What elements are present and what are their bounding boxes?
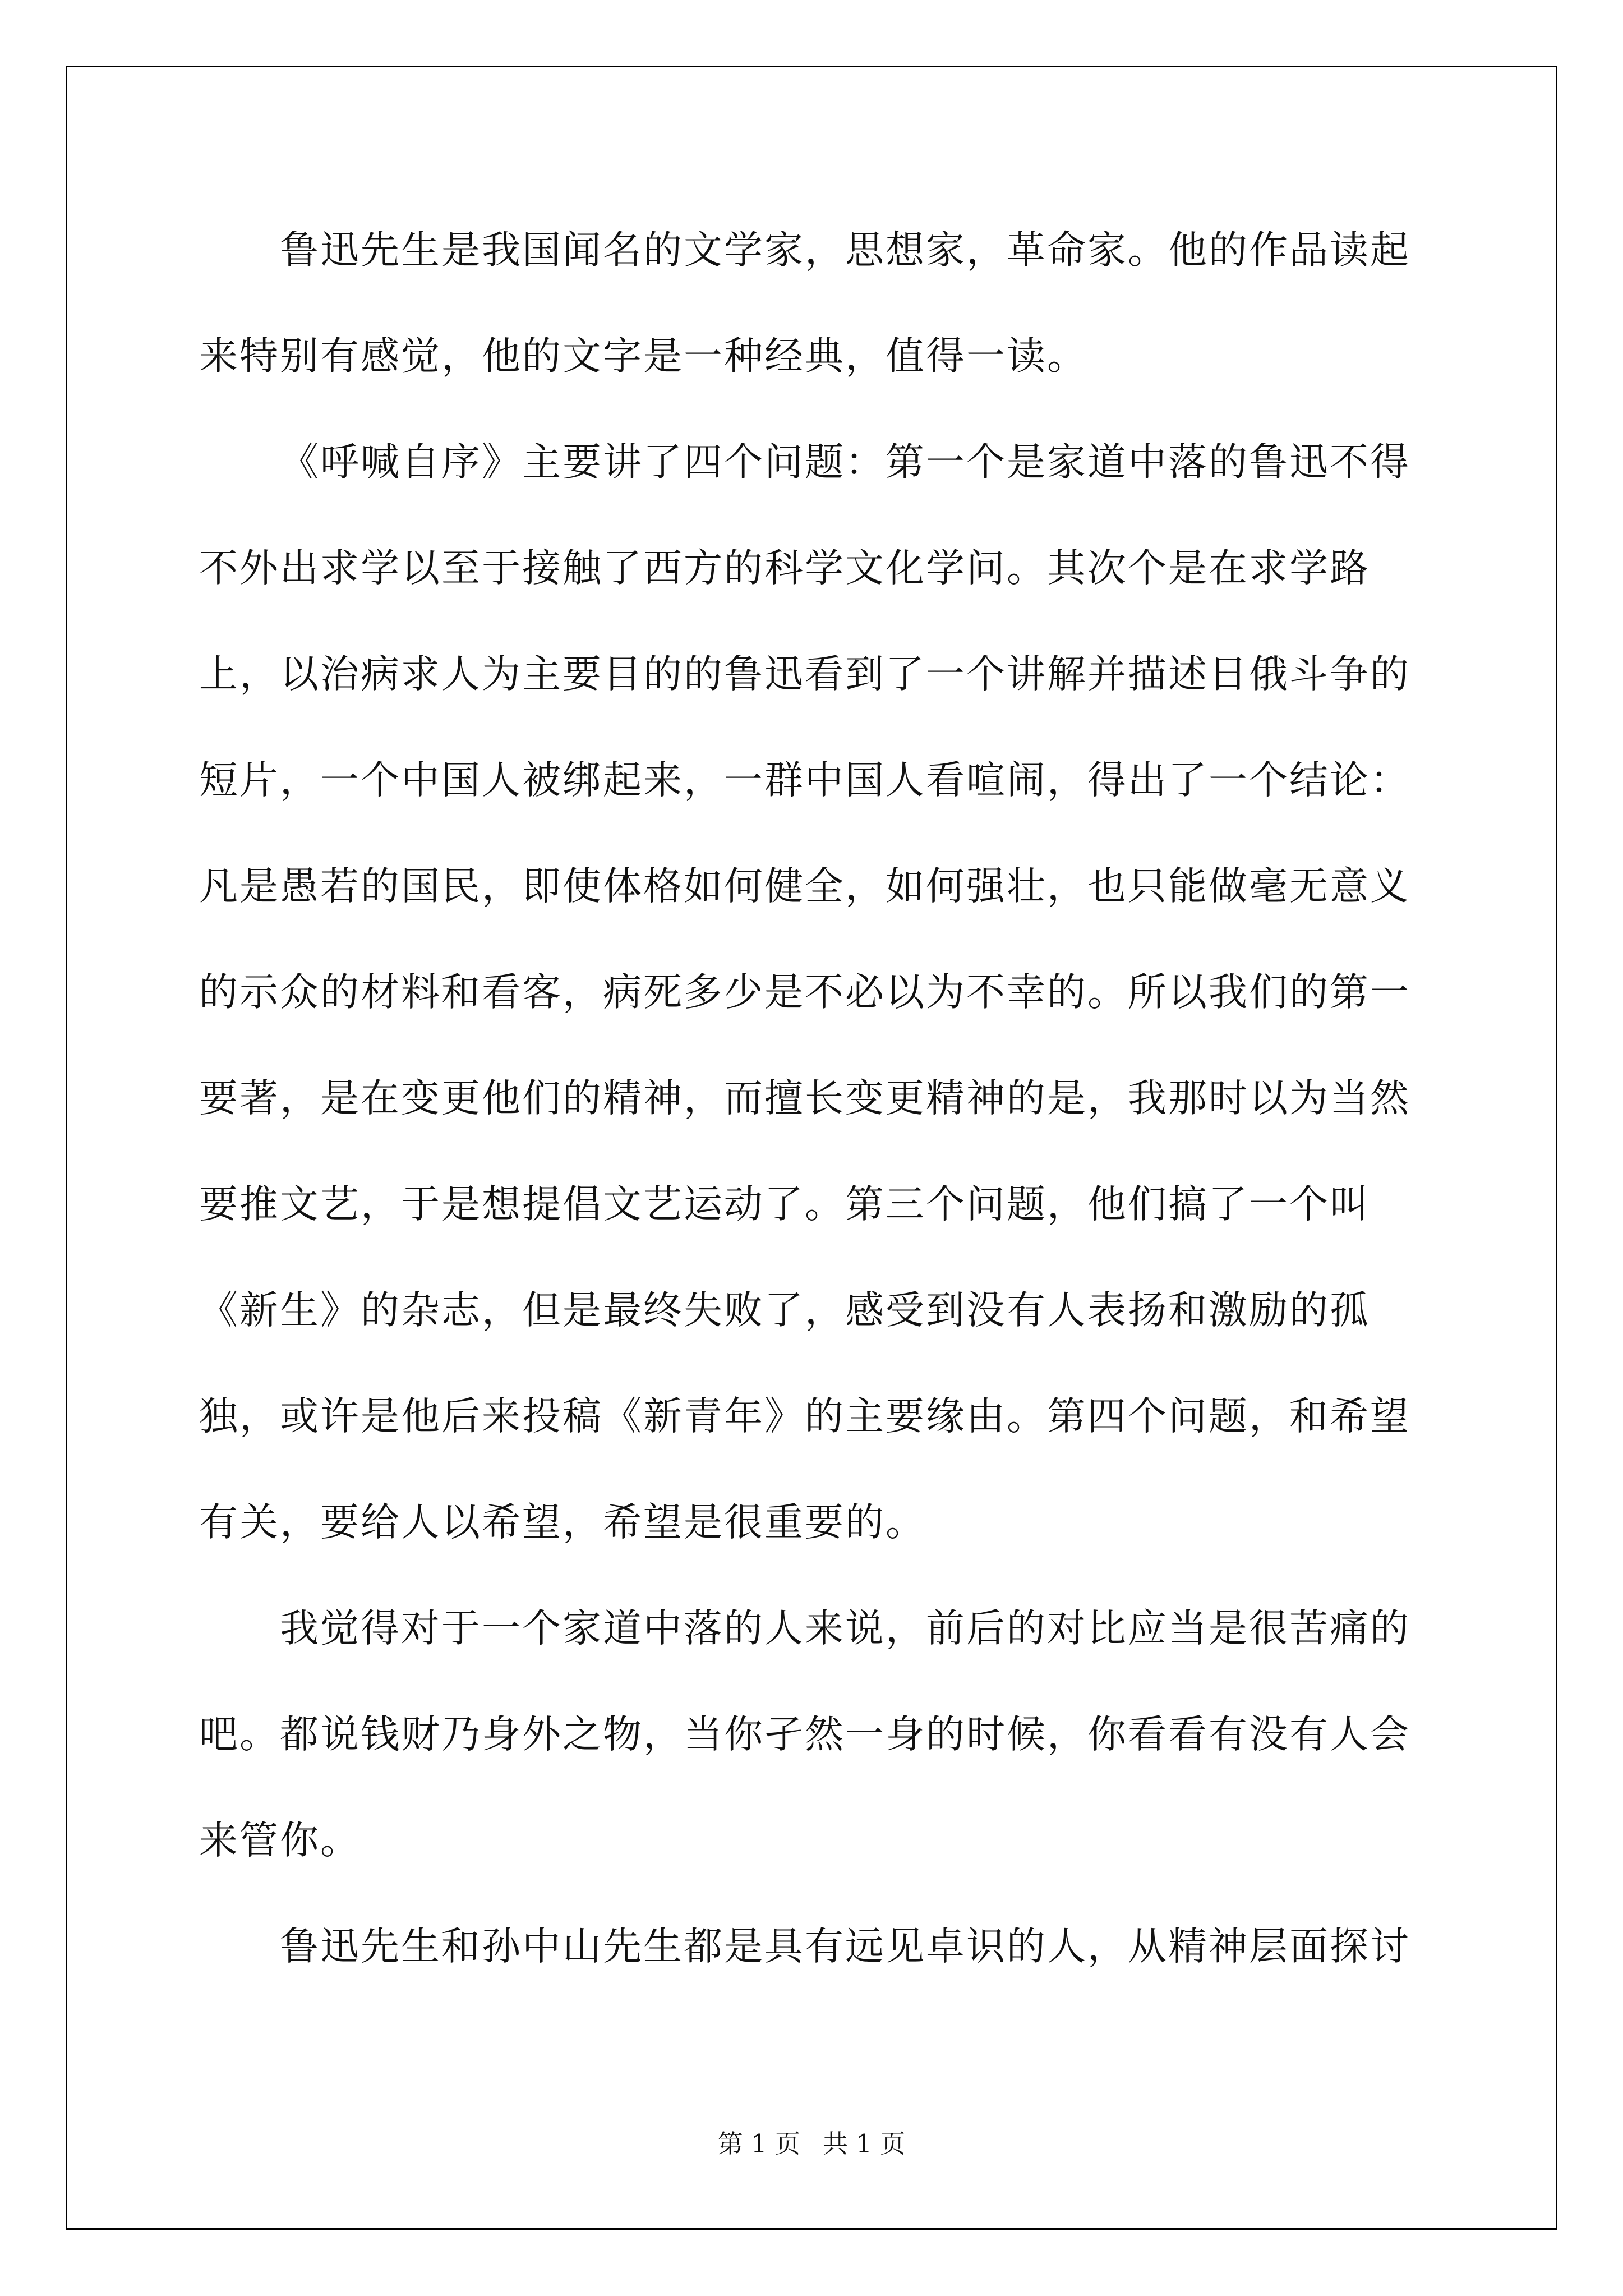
paragraph-1: 鲁迅先生是我国闻名的文学家，思想家，革命家。他的作品读起来特别有感觉，他的文字是一种经典，值得一读。	[199, 228, 1410, 379]
paragraph-4: 鲁迅先生和孙中山先生都是具有远见卓识的人，从精神层面探讨	[280, 1924, 1410, 1969]
page-number-total: 共 1 页	[823, 2129, 906, 2159]
paragraph-2: 《呼喊自序》主要讲了四个问题：第一个是家道中落的鲁迅不得不外出求学以至于接触了西方的科学文化学问。其次个是在求学路上，以治病求人为主要目的的鲁迅看到了一个讲解并描述日俄斗争的短片，一个中国人被绑起来，一群中国人看喧闹，得出了一个结论：凡是愚若的国民，即使体格如何健全，如何强壮，也只能做毫无意义的示众的材料和看客，病死多少是不必以为不幸的。所以我们的第一要著，是在变更他们的精神，而擅长变更精神的是，我那时以为当然要推文艺，于是想提倡文艺运动了。第三个问题，他们搞了一个叫《新生》的杂志，但是最终失败了，感受到没有人表扬和激励的孤独，或许是他后来投稿《新青年》的主要缘由。第四个问题，和希望有关，要给人以希望，希望是很重要的。	[199, 440, 1410, 1545]
document-body	[199, 197, 1433, 2000]
page-number-current: 第 1 页	[717, 2129, 800, 2159]
page-footer	[0, 2123, 1623, 2160]
paragraph-3: 我觉得对于一个家道中落的人来说，前后的对比应当是很苦痛的吧。都说钱财乃身外之物，当你孑然一身的时候，你看看有没有人会来管你。	[199, 1606, 1410, 1863]
